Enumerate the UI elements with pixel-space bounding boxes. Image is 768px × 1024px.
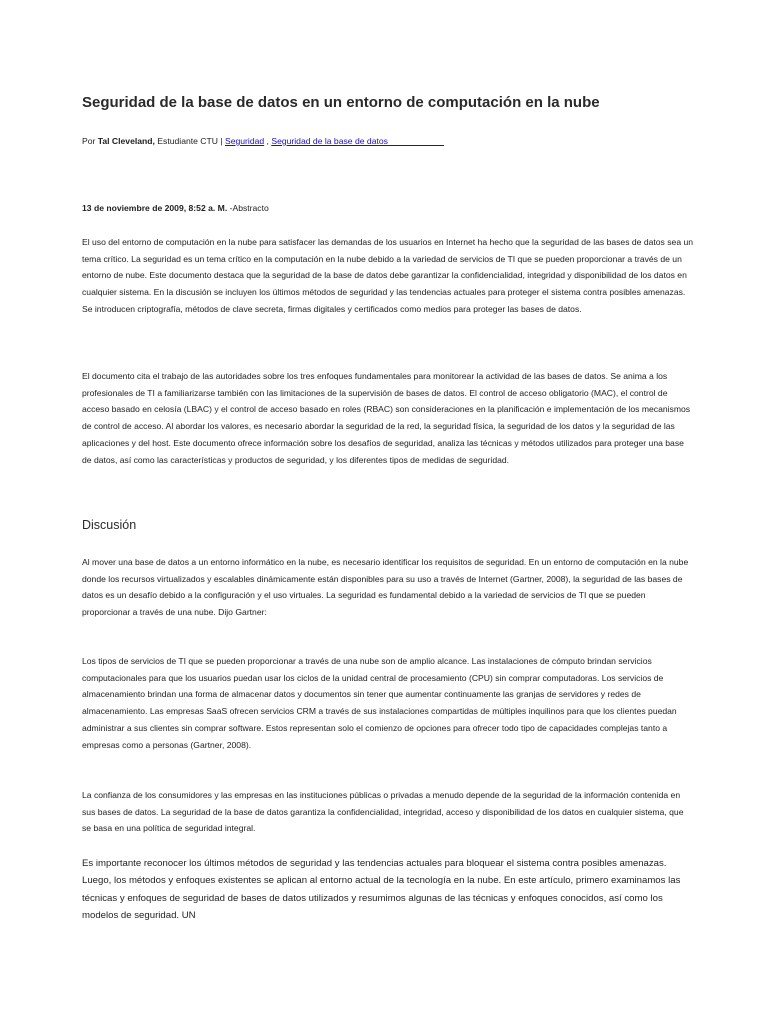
category-link-db-security-part2[interactable]: ase de datos — [338, 136, 388, 146]
discussion-paragraph-2: Los tipos de servicios de TI que se pueden proporcionar a través de una nube son de amplio alcance. Las instalaciones de cómputo brindan servicios computacionales para que los usuarios puedan usar los ciclos de la unidad central de procesamiento (CPU) sin comprar computadoras. Los servicios de almacenamiento brindan una forma de almacenar datos y documentos sin tener que aumentar continuamente las granjas de servidores y redes de almacenamiento. Las empresas SaaS ofrecen servicios CRM a través de sus instalaciones compartidas de múltiples inquilinos para que los clientes puedan administrar a sus clientes sin comprar software. Estos representan solo el comienzo de opciones para ofrecer todo tipo de capacidades complejas tanto a empresas como a personas (Gartner, 2008). — [82, 656, 677, 750]
author-affiliation: Estudiante CTU | — [154, 136, 225, 146]
section-heading-discussion: Discusión — [82, 518, 137, 532]
byline — [82, 136, 444, 146]
publish-date: 13 de noviembre de 2009, 8:52 a. M. — [82, 203, 228, 213]
category-link-db-security-part1[interactable]: Seguridad de la b — [271, 136, 339, 146]
dateline — [82, 203, 269, 213]
abstract-paragraph-1: El uso del entorno de computación en la nube para satisfacer las demandas de los usuarios en Internet ha hecho que la seguridad de las bases de datos sea un tema crítico. La seguridad es un tema crítico en la computación en la nube debido a la variedad de servicios de TI que se pueden proporcionar a través de un entorno de nube. Este documento destaca que la seguridad de la base de datos debe garantizar la confidencialidad, integridad y disponibilidad de los datos en cualquier sistema. En la discusión se incluyen los últimos métodos de seguridad y las tendencias actuales para proteger el sistema contra posibles amenazas. Se introducen criptografía, métodos de clave secreta, firmas digitales y certificados como medios para proteger las bases de datos. — [82, 237, 694, 314]
abstract-label: -Abstracto — [227, 203, 269, 213]
byline-separator: , — [264, 136, 272, 146]
link-underline-extension — [388, 136, 444, 146]
abstract-paragraph-2: El documento cita el trabajo de las autoridades sobre los tres enfoques fundamentales para monitorear la actividad de las bases de datos. Se anima a los profesionales de TI a familiarizarse también con las limitaciones de la supervisión de bases de datos. El control de acceso obligatorio (MAC), el control de acceso basado en celosía (LBAC) y el control de acceso basado en roles (RBAC) son consideraciones en la planificación e implementación de los mecanismos de control de acceso. Al abordar los valores, es necesario abordar la seguridad de la red, la seguridad física, la seguridad de los datos y la seguridad de las aplicaciones y del host. Este documento ofrece información sobre los desafíos de seguridad, analiza las técnicas y métodos utilizados para proteger una base de datos, así como las características y productos de seguridad, y los diferentes tipos de medidas de seguridad. — [82, 371, 691, 465]
discussion-paragraph-3: La confianza de los consumidores y las empresas en las instituciones públicas o privadas a menudo depende de la seguridad de la información contenida en sus bases de datos. La seguridad de la base de datos garantiza la confidencialidad, integridad, acceso y disponibilidad de los datos en cualquier sistema, que se basa en una política de seguridad integral. — [82, 790, 684, 834]
category-link-seguridad[interactable]: Seguridad — [224, 136, 265, 146]
discussion-paragraph-1: Al mover una base de datos a un entorno informático en la nube, es necesario identificar los requisitos de seguridad. En un entorno de computación en la nube donde los recursos virtualizados y escalables dinámicamente están disponibles para su uso a través de Internet (Gartner, 2008), la seguridad de las bases de datos es un desafío debido a la configuración y el uso virtuales. La seguridad es fundamental debido a la variedad de servicios de TI que se pueden proporcionar a través de una nube. Dijo Gartner: — [82, 557, 689, 618]
discussion-paragraph-4: Es importante reconocer los últimos métodos de seguridad y las tendencias actuales para bloquear el sistema contra posibles amenazas. Luego, los métodos y enfoques existentes se aplican al entorno actual de la tecnología en la nube. En este artículo, primero examinamos las técnicas y enfoques de seguridad de bases de datos utilizados y resumimos algunas de las técnicas y enfoques conocidos, así como los modelos de seguridad. UN — [82, 858, 681, 922]
author-name: Tal Cleveland, — [97, 136, 155, 146]
page-title: Seguridad de la base de datos en un entorno de computación en la nube — [82, 94, 600, 111]
byline-prefix: Por — [82, 136, 98, 146]
